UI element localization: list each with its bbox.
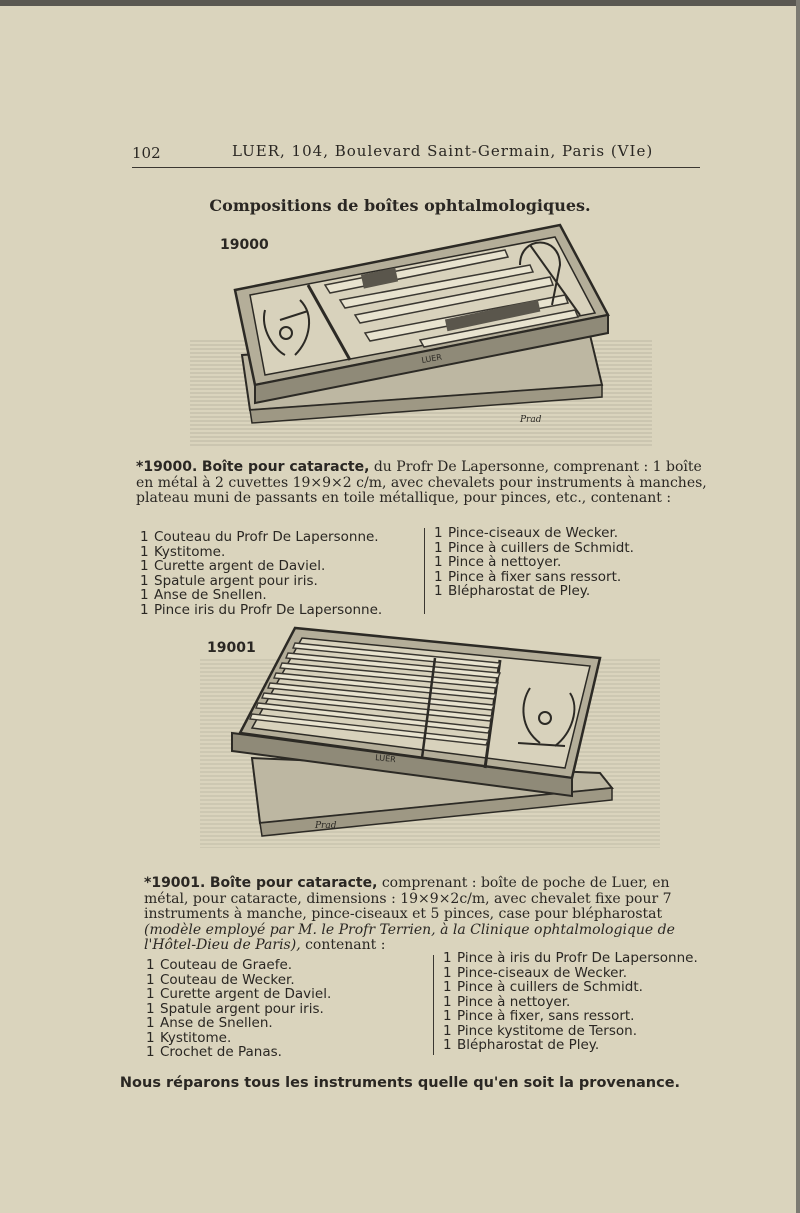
instrument-name: Blépharostat de Pley. <box>448 583 591 599</box>
instrument-quantity: 1 <box>443 1022 452 1039</box>
instrument-list-item <box>146 1045 331 1060</box>
item-19001-description <box>144 876 716 954</box>
instrument-name: Crochet de Panas. <box>160 1044 282 1060</box>
item-19001-contents-right <box>443 951 698 1053</box>
instrument-quantity: 1 <box>434 554 443 570</box>
instrument-list-item <box>140 530 382 545</box>
instrument-quantity: 1 <box>146 971 155 988</box>
instrument-list-item <box>140 588 382 603</box>
instrument-name: Spatule argent pour iris. <box>154 572 318 589</box>
instrument-name: Anse de Snellen. <box>154 587 267 603</box>
item-19001-contents-left <box>146 958 331 1060</box>
instrument-list-item <box>140 559 382 574</box>
instrument-name: Pince à cuillers de Schmidt. <box>457 979 643 995</box>
item-19000-details: du Profr De Lapersonne, comprenant : 1 boîte en métal à 2 cuvettes 19×9×2 c/m, avec chevalets pour instruments à manches, plateau muni de passants en toile métallique, pour pinces, etc., contenant : <box>136 459 707 506</box>
instrument-quantity: 1 <box>434 568 443 585</box>
running-title: LUER, 104, Boulevard Saint-Germain, Paris (VIe) <box>232 142 654 160</box>
instrument-list-item <box>140 574 382 589</box>
instrument-quantity: 1 <box>434 539 443 556</box>
instrument-quantity: 1 <box>443 993 452 1010</box>
instrument-quantity: 1 <box>146 986 155 1002</box>
instrument-name: Anse de Snellen. <box>160 1015 273 1031</box>
instrument-name: Pince à cuillers de Schmidt. <box>448 539 634 556</box>
instrument-name: Curette argent de Daviel. <box>160 986 332 1002</box>
page-title: Compositions de boîtes ophtalmologiques. <box>209 196 591 215</box>
instrument-name: Pince kystitome de Terson. <box>457 1022 637 1039</box>
instrument-list-item <box>443 1024 698 1039</box>
instrument-name: Pince à fixer sans ressort. <box>448 568 622 585</box>
running-header <box>132 142 700 168</box>
instrument-list-item <box>146 973 331 988</box>
instrument-quantity: 1 <box>140 543 149 560</box>
instrument-quantity: 1 <box>140 558 149 574</box>
instrument-quantity: 1 <box>146 957 155 973</box>
cataract-box-19000-illustration <box>190 215 652 447</box>
item-19001-name: Boîte pour cataracte, <box>209 875 378 891</box>
item-19001-details-end: contenant : <box>300 937 386 953</box>
instrument-name: Blépharostat de Pley. <box>457 1037 600 1053</box>
instrument-name: Pince à nettoyer. <box>448 554 562 570</box>
instrument-quantity: 1 <box>443 979 452 995</box>
page-number: 102 <box>132 144 161 162</box>
instrument-name: Pince à nettoyer. <box>457 993 571 1010</box>
figure-label-19001: 19001 <box>207 640 256 656</box>
item-19000-contents-right <box>434 526 634 599</box>
header-rule <box>132 167 700 168</box>
instrument-list-item <box>443 1009 698 1024</box>
list-divider <box>433 955 434 1055</box>
instrument-name: Pince à fixer, sans ressort. <box>457 1008 635 1024</box>
cataract-box-19001-illustration <box>200 618 660 848</box>
page-top-edge <box>0 0 800 6</box>
instrument-quantity: 1 <box>140 529 149 545</box>
instrument-name: Couteau du Profr De Lapersonne. <box>154 529 379 545</box>
instrument-quantity: 1 <box>146 1029 155 1046</box>
instrument-list-item <box>146 958 331 973</box>
figure-label-19000: 19000 <box>220 237 269 253</box>
instrument-quantity: 1 <box>434 583 443 599</box>
instrument-quantity: 1 <box>140 572 149 589</box>
engraver-signature: Prad <box>520 415 542 425</box>
instrument-name: Curette argent de Daviel. <box>154 558 326 574</box>
instrument-name: Couteau de Graefe. <box>160 957 293 973</box>
instrument-list-item <box>434 555 634 570</box>
instrument-name: Pince à iris du Profr De Lapersonne. <box>457 950 698 966</box>
instrument-list-item <box>434 541 634 556</box>
instrument-name: Pince-ciseaux de Wecker. <box>457 964 628 981</box>
instrument-list-item <box>434 526 634 541</box>
instrument-quantity: 1 <box>146 1044 155 1060</box>
instrument-quantity: 1 <box>443 1008 452 1024</box>
instrument-quantity: 1 <box>443 964 452 981</box>
engraver-signature: Prad <box>315 821 337 831</box>
item-19000-name: Boîte pour cataracte, <box>201 459 370 475</box>
instrument-name: Couteau de Wecker. <box>160 971 295 988</box>
instrument-list-item <box>146 1016 331 1031</box>
instrument-list-item <box>443 966 698 981</box>
instrument-list-item <box>140 545 382 560</box>
case-stamp-luer: LUER <box>374 753 397 765</box>
instrument-quantity: 1 <box>146 1000 155 1017</box>
instrument-list-item <box>443 951 698 966</box>
repair-notice: Nous réparons tous les instruments quelle qu'en soit la provenance. <box>119 1075 681 1091</box>
instrument-name: Spatule argent pour iris. <box>160 1000 324 1017</box>
item-19000-description <box>136 460 708 507</box>
instrument-list-item <box>443 980 698 995</box>
instrument-list-item <box>146 1002 331 1017</box>
instrument-name: Pince iris du Profr De Lapersonne. <box>154 601 383 618</box>
instrument-quantity: 1 <box>140 587 149 603</box>
item-19000-ref: *19000. <box>136 459 198 475</box>
instrument-name: Pince-ciseaux de Wecker. <box>448 525 619 541</box>
instrument-quantity: 1 <box>140 601 149 618</box>
instrument-name: Kystitome. <box>154 543 226 560</box>
case-stamp-luer: LUER <box>420 352 443 365</box>
instrument-list-item <box>443 995 698 1010</box>
instrument-list-item <box>434 570 634 585</box>
instrument-list-item <box>146 987 331 1002</box>
instrument-quantity: 1 <box>443 1037 452 1053</box>
instrument-list-item <box>434 584 634 599</box>
item-19001-details: comprenant : boîte de poche de Luer, en métal, pour cataracte, dimensions : 19×9×2c/m, avec chevalet fixe pour 7 instruments à manche, pince-ciseaux et 5 pinces, case pour blépharostat <box>144 875 672 922</box>
list-divider <box>424 528 425 614</box>
page-right-edge <box>796 0 800 1213</box>
instrument-list-item <box>443 1038 698 1053</box>
item-19001-ref: *19001. <box>144 875 206 891</box>
instrument-quantity: 1 <box>146 1015 155 1031</box>
item-19001-italic-note: (modèle employé par M. le Profr Terrien, à la Clinique ophtalmologique de l'Hôtel-Dieu de Paris), <box>144 921 675 953</box>
instrument-list-item <box>146 1031 331 1046</box>
instrument-name: Kystitome. <box>160 1029 232 1046</box>
instrument-list-item <box>140 603 382 618</box>
instrument-quantity: 1 <box>434 525 443 541</box>
instrument-quantity: 1 <box>443 950 452 966</box>
item-19000-contents-left <box>140 530 382 617</box>
